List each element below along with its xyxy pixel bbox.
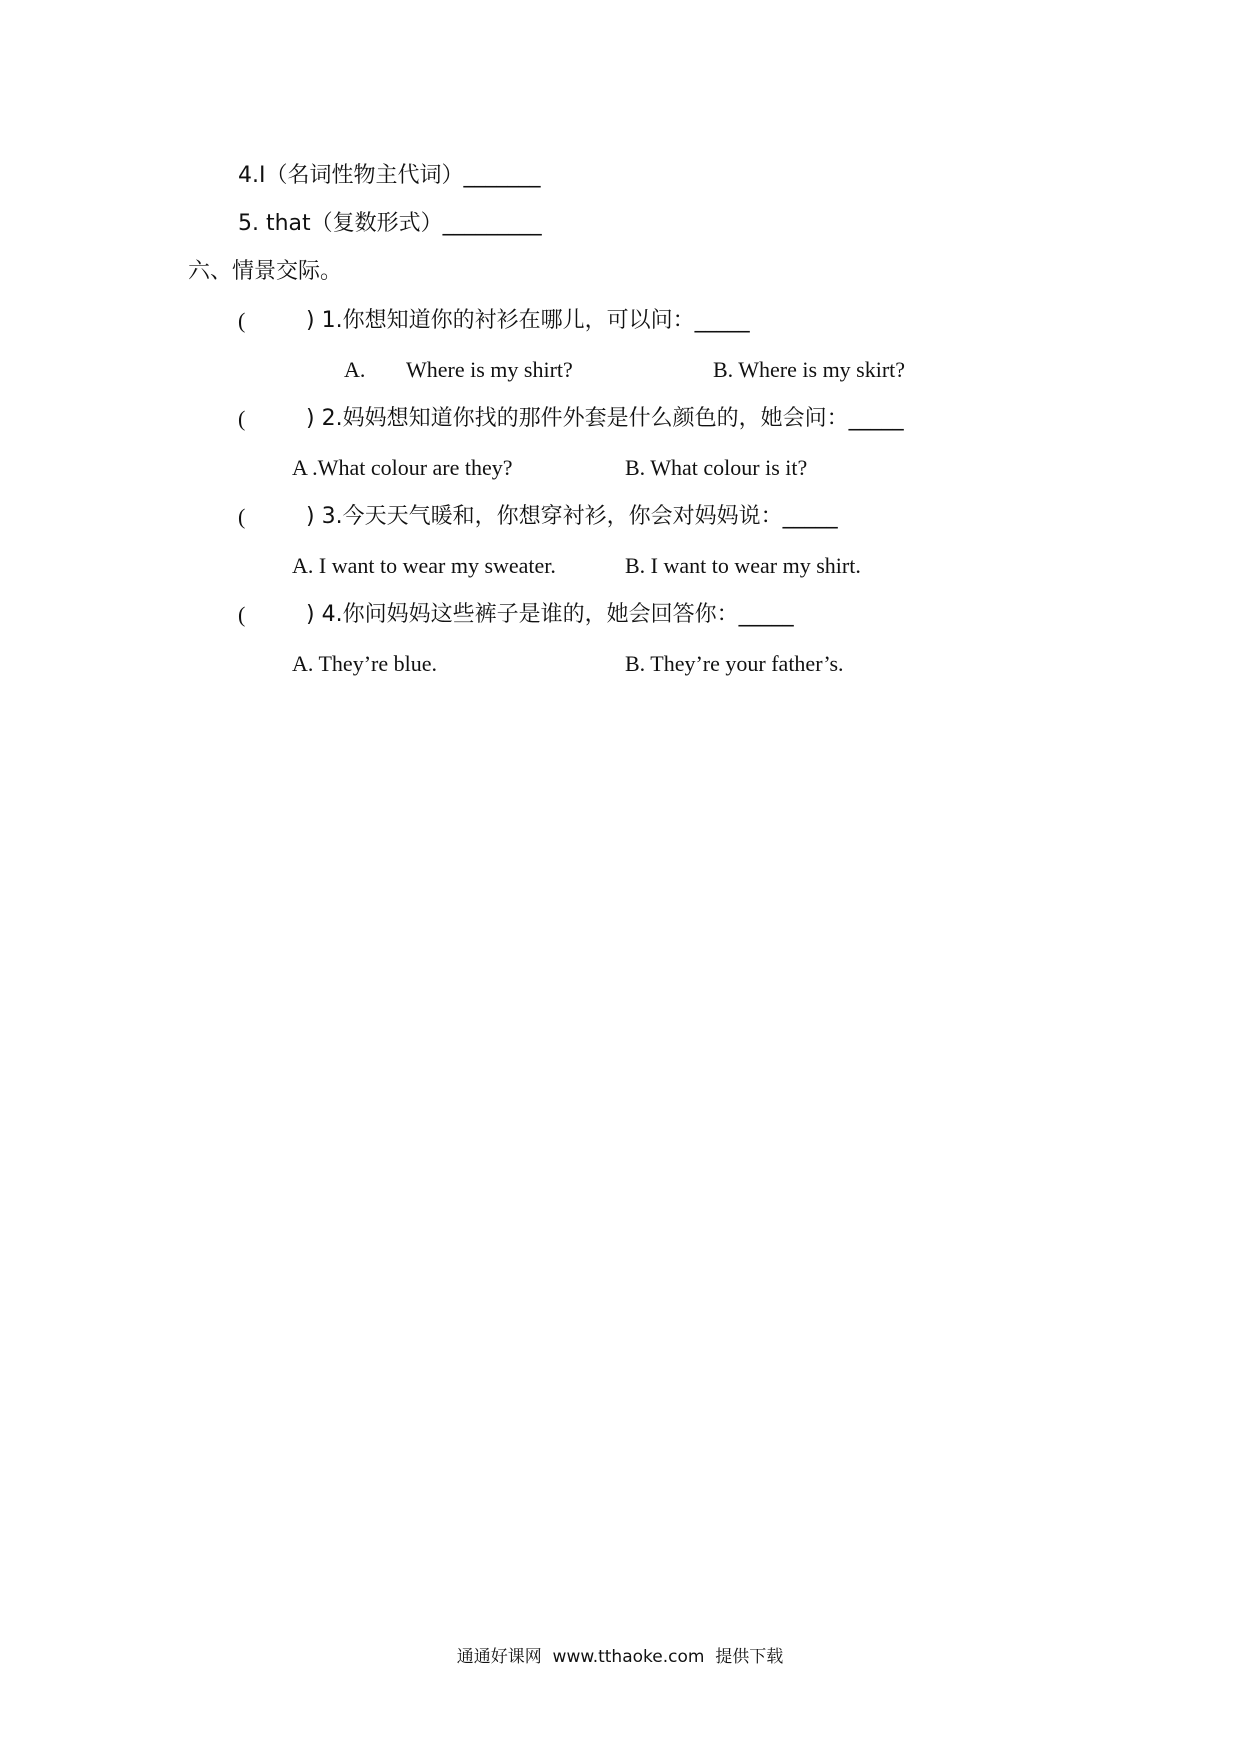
answer-paren-open: (	[238, 602, 246, 627]
option-b: B. They’re your father’s.	[625, 651, 844, 676]
answer-paren-open: (	[238, 308, 246, 333]
option-a: Where is my shirt?	[406, 357, 573, 382]
option-a: A. They’re blue.	[292, 651, 437, 676]
question-stem: ) 2.妈妈想知道你找的那件外套是什么颜色的，她会问：_____	[306, 406, 904, 431]
option-a: A. I want to wear my sweater.	[292, 553, 556, 578]
item-4: 4.I（名词性物主代词）_______	[238, 163, 541, 188]
question-stem: ) 4.你问妈妈这些裤子是谁的，她会回答你：_____	[306, 602, 794, 627]
option-b: B. I want to wear my shirt.	[625, 553, 861, 578]
question-stem: ) 1.你想知道你的衬衫在哪儿，可以问：_____	[306, 308, 750, 333]
question-stem: ) 3.今天天气暖和，你想穿衬衫，你会对妈妈说：_____	[306, 504, 838, 529]
answer-paren-open: (	[238, 406, 246, 431]
option-a: A .What colour are they?	[292, 455, 513, 480]
section-heading: 六、情景交际。	[188, 259, 343, 284]
option-b: B. What colour is it?	[625, 455, 808, 480]
answer-paren-open: (	[238, 504, 246, 529]
option-a-label: A.	[344, 357, 366, 382]
item-5: 5. that（复数形式）_________	[238, 211, 542, 236]
page-footer: 通通好课网 www.tthaoke.com 提供下载	[456, 1647, 784, 1667]
option-b: B. Where is my skirt?	[713, 357, 906, 382]
